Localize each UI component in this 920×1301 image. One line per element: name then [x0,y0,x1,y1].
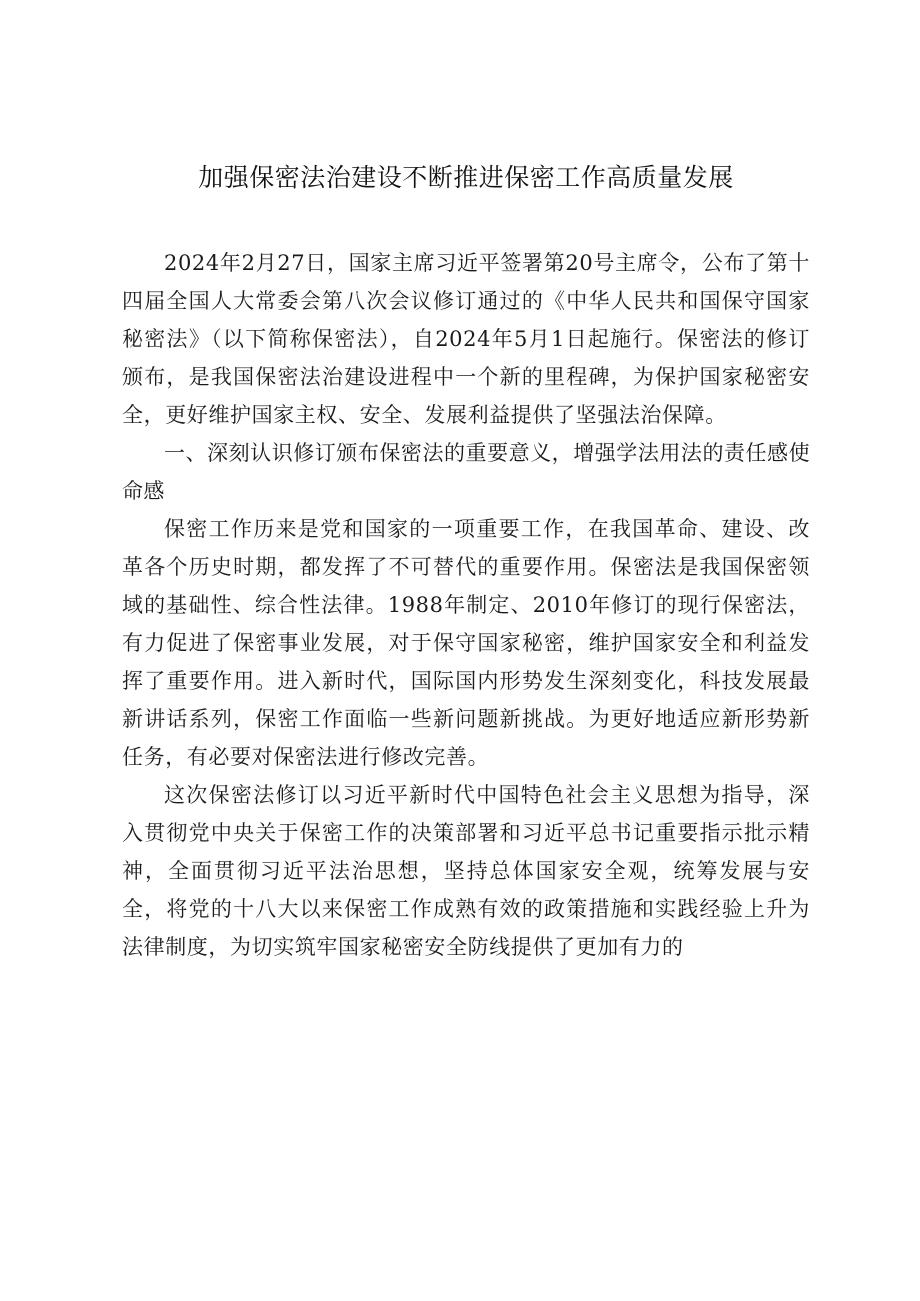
intro-paragraph: 2024年2月27日，国家主席习近平签署第20号主席令，公布了第十四届全国人大常委会第八次会议修订通过的《中华人民共和国保守国家秘密法》（以下简称保密法），自2024年5月1日起施行。保密法的修订颁布，是我国保密法治建设进程中一个新的里程碑，为保护国家秘密安全，更好维护国家主权、安全、发展利益提供了坚强法治保障。 [122,251,810,427]
section-1-paragraph-1: 保密工作历来是党和国家的一项重要工作，在我国革命、建设、改革各个历史时期，都发挥了不可替代的重要作用。保密法是我国保密领域的基础性、综合性法律。1988年制定、2010年修订的现行保密法，有力促进了保密事业发展，对于保守国家秘密，维护国家安全和利益发挥了重要作用。进入新时代，国际国内形势发生深刻变化，科技发展最新讲话系列，保密工作面临一些新问题新挑战。为更好地适应新形势新任务，有必要对保密法进行修改完善。 [122,517,810,769]
section-heading-1: 一、深刻认识修订颁布保密法的重要意义，增强学法用法的责任感使命感 [122,441,810,503]
document-page [122,160,810,966]
document-title: 加强保密法治建设不断推进保密工作高质量发展 [198,163,734,192]
section-1-paragraph-2: 这次保密法修订以习近平新时代中国特色社会主义思想为指导，深入贯彻党中央关于保密工作的决策部署和习近平总书记重要指示批示精神，全面贯彻习近平法治思想，坚持总体国家安全观，统筹发展与安全，将党的十八大以来保密工作成熟有效的政策措施和实践经验上升为法律制度，为切实筑牢国家秘密安全防线提供了更加有力的 [122,783,810,959]
